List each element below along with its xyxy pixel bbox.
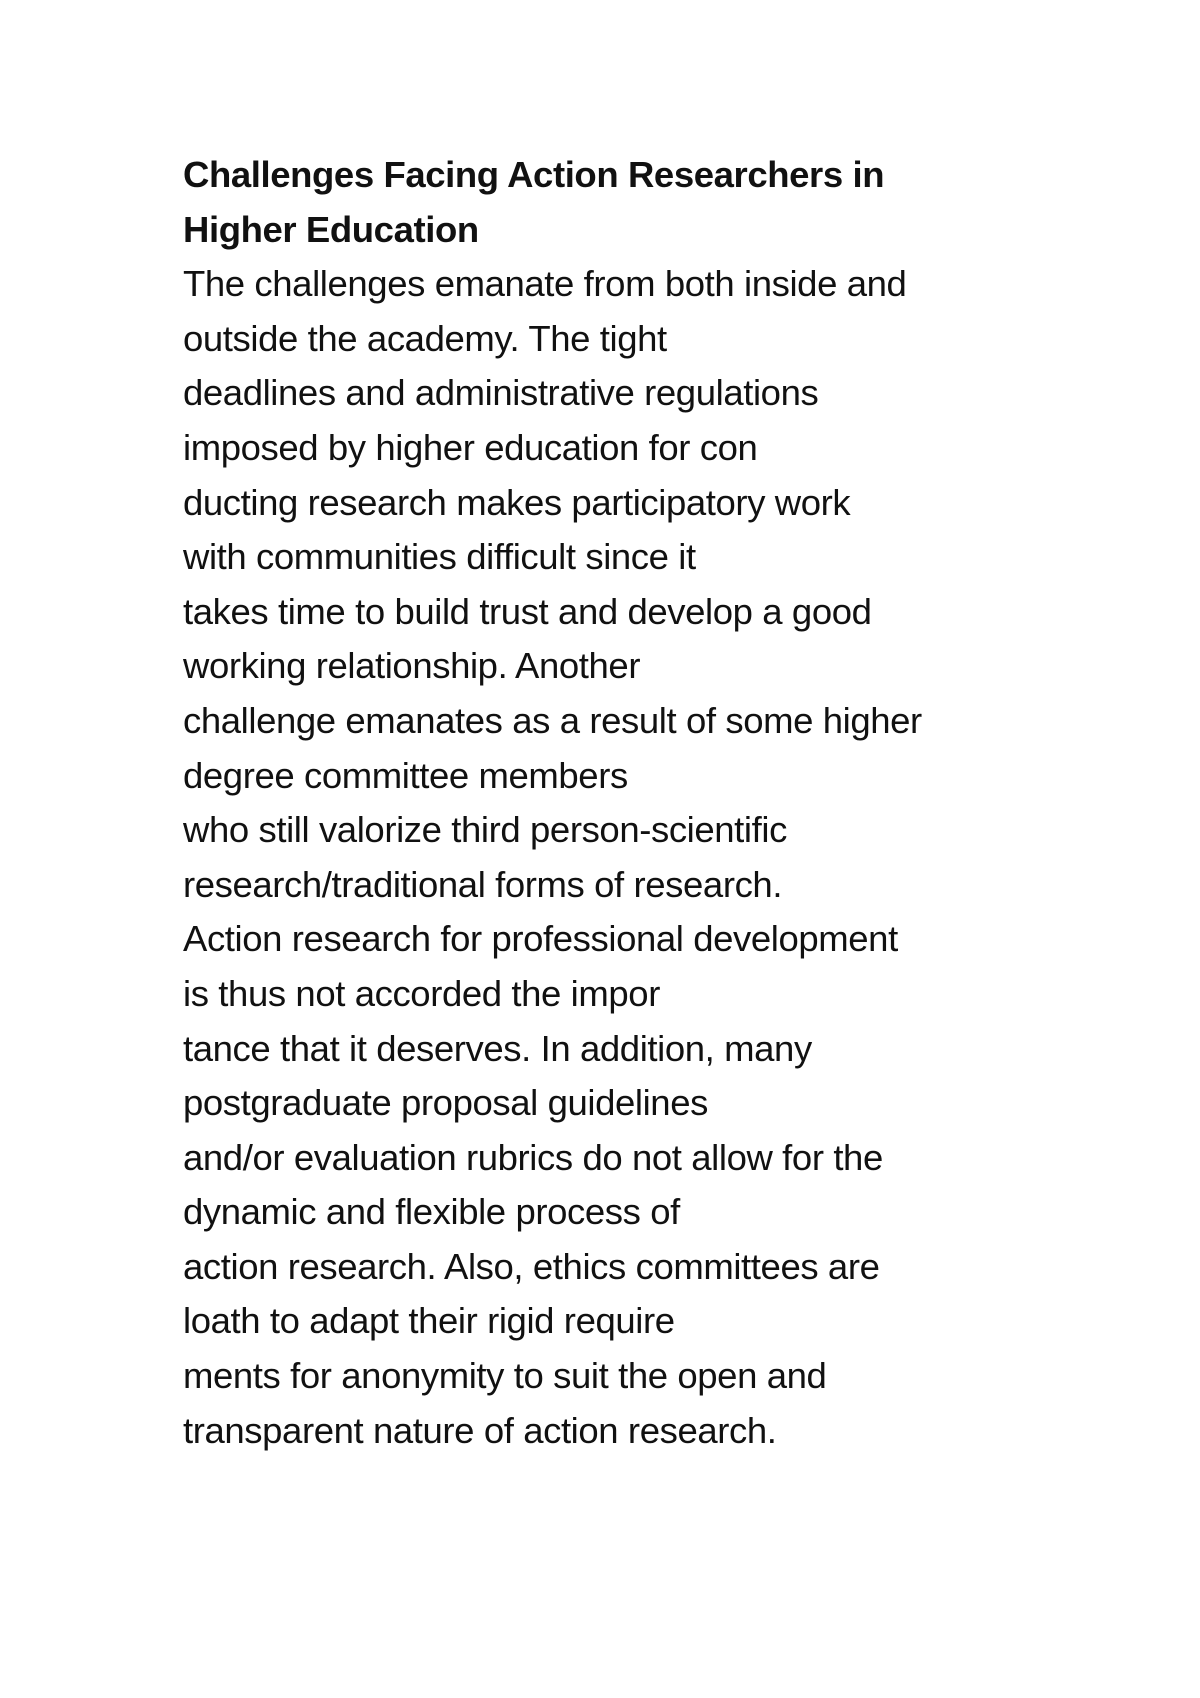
body-line: postgraduate proposal guidelines	[183, 1082, 708, 1124]
heading-line-2: Higher Education	[183, 208, 479, 250]
body-line: with communities difficult since it	[183, 536, 696, 578]
heading-line-1: Challenges Facing Action Researchers in	[183, 154, 885, 195]
body-line: deadlines and administrative regulations	[183, 372, 819, 414]
body-line: loath to adapt their rigid require	[183, 1300, 675, 1342]
body-line: imposed by higher education for con	[183, 426, 758, 468]
document-text	[183, 148, 1083, 1458]
body-line: The challenges emanate from both inside and	[183, 263, 907, 305]
body-line: ments for anonymity to suit the open and	[183, 1355, 827, 1397]
body-line: tance that it deserves. In addition, many	[183, 1027, 812, 1069]
body-line: Action research for professional development	[183, 918, 898, 960]
body-line: is thus not accorded the impor	[183, 972, 660, 1014]
body-line: research/traditional forms of research.	[183, 863, 783, 905]
body-line: takes time to build trust and develop a good	[183, 590, 872, 632]
body-line: dynamic and flexible process of	[183, 1191, 680, 1233]
body-line: ducting research makes participatory work	[183, 481, 851, 523]
body-line: transparent nature of action research.	[183, 1409, 777, 1451]
body-line: who still valorize third person-scientific	[183, 809, 787, 851]
body-line: working relationship. Another	[183, 645, 641, 687]
body-line: and/or evaluation rubrics do not allow for the	[183, 1136, 883, 1178]
body-line: degree committee members	[183, 754, 628, 796]
body-line: outside the academy. The tight	[183, 317, 667, 359]
body-line: challenge emanates as a result of some higher	[183, 699, 922, 741]
body-line: action research. Also, ethics committees are	[183, 1245, 880, 1287]
